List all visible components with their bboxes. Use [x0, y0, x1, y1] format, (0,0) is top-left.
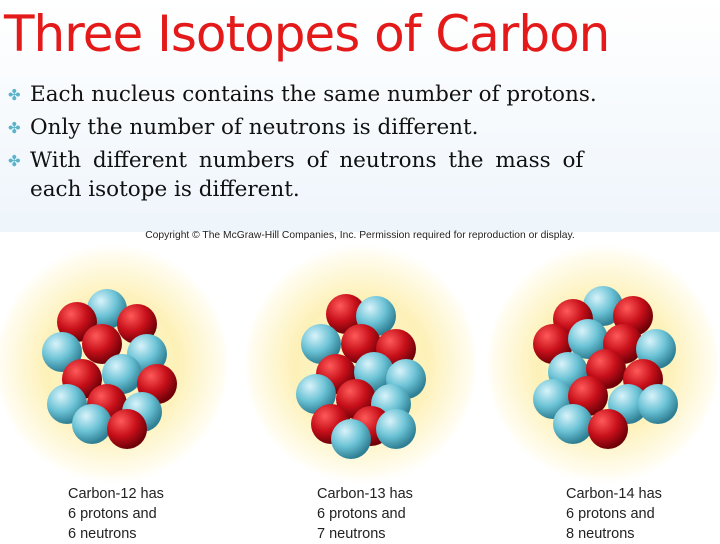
bullet-icon: ✤ [8, 152, 21, 170]
neutron-sphere [638, 384, 678, 424]
caption-line: Carbon-12 has [68, 486, 164, 502]
bullet-text: Each nucleus contains the same number of protons. [30, 82, 597, 107]
neutron-sphere [72, 404, 112, 444]
bullet-text: Only the number of neutrons is different. [30, 115, 479, 140]
proton-sphere [107, 409, 147, 449]
carbon-12-nucleus [0, 244, 227, 484]
bullet-item [6, 111, 718, 144]
neutron-sphere [376, 409, 416, 449]
bullet-text: each isotope is different. [30, 177, 300, 202]
bullet-item [6, 78, 718, 111]
caption-line: 6 neutrons [68, 526, 137, 542]
neutron-sphere [331, 419, 371, 459]
caption-line: Carbon-14 has [566, 486, 662, 502]
slide-title: Three Isotopes of Carbon [4, 5, 610, 63]
bullet-text: With different numbers of neutrons the mass of [30, 148, 584, 173]
carbon-13-nucleus [246, 244, 476, 484]
caption-line: 7 neutrons [317, 526, 386, 542]
caption-line: 6 protons and [68, 506, 157, 522]
caption-line: Carbon-13 has [317, 486, 413, 502]
bullet-list [6, 78, 718, 206]
nucleus-image [246, 244, 476, 484]
caption-line: 8 neutrons [566, 526, 635, 542]
carbon-14-caption [566, 484, 662, 544]
nucleus-image [488, 244, 718, 484]
caption-line: 6 protons and [566, 506, 655, 522]
bullet-icon: ✤ [8, 119, 21, 137]
nucleus-image [0, 244, 227, 484]
neutron-sphere [553, 404, 593, 444]
carbon-13-caption [317, 484, 413, 544]
proton-sphere [588, 409, 628, 449]
bullet-icon: ✤ [8, 86, 21, 104]
carbon-14-nucleus [488, 244, 718, 484]
bullet-item-continuation [6, 173, 718, 206]
copyright-notice: Copyright © The McGraw-Hill Companies, Inc. Permission required for reproduction or display. [145, 230, 575, 241]
carbon-12-caption [68, 484, 164, 544]
caption-line: 6 protons and [317, 506, 406, 522]
